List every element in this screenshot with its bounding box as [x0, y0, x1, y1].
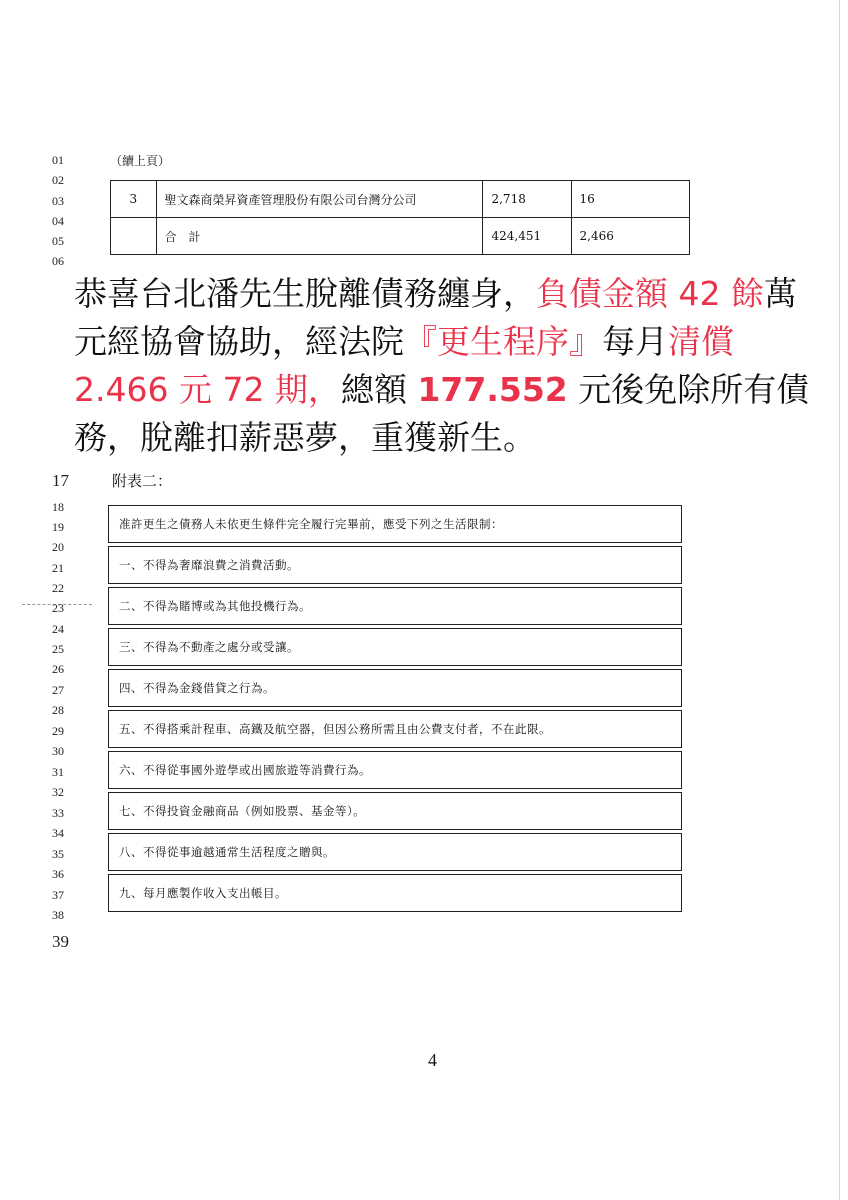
life-restrictions-table	[108, 505, 682, 912]
restriction-item: 八、不得從事逾越通常生活程度之贈與。	[108, 833, 682, 871]
line-number: 39	[52, 932, 69, 951]
total-monthly: 2,466	[571, 218, 689, 255]
line-number: 24	[52, 622, 64, 636]
line-number: 19	[52, 520, 64, 534]
total-label: 合 計	[156, 218, 483, 255]
line-number: 18	[52, 500, 64, 514]
monthly-payment: 16	[571, 181, 689, 218]
annex-title: 附表二：	[112, 472, 173, 490]
debt-amount: 2,718	[483, 181, 571, 218]
line-number: 28	[52, 703, 64, 717]
restriction-item: 五、不得搭乘計程車、高鐵及航空器，但因公務所需且由公費支付者，不在此限。	[108, 710, 682, 748]
restriction-item: 七、不得投資金融商品（例如股票、基金等）。	[108, 792, 682, 830]
line-number: 23	[52, 601, 64, 615]
restriction-item: 二、不得為賭博或為其他投機行為。	[108, 587, 682, 625]
line-number: 20	[52, 540, 64, 554]
overlay-highlight: 『更生程序』	[404, 322, 602, 361]
continued-label: （續上頁）	[110, 154, 171, 168]
line-number: 01	[52, 153, 64, 167]
overlay-text: 元後免除所有債務，脫離扣薪惡夢，重獲新生。	[74, 370, 810, 457]
overlay-text: 總額	[340, 370, 418, 409]
page-number: 4	[428, 1050, 437, 1070]
line-number: 26	[52, 662, 64, 676]
overlay-highlight: 清償 2.466 元 72 期，	[74, 322, 734, 409]
restriction-header: 准許更生之債務人未依更生條件完全履行完畢前，應受下列之生活限制：	[108, 505, 682, 543]
line-number: 17	[52, 471, 69, 490]
creditor-fee-table	[110, 180, 690, 255]
line-number: 06	[52, 254, 64, 268]
line-number: 21	[52, 561, 64, 575]
line-number: 25	[52, 642, 64, 656]
line-number: 32	[52, 785, 64, 799]
restriction-item: 六、不得從事國外遊學或出國旅遊等消費行為。	[108, 751, 682, 789]
overlay-text: 萬元經協會協助，經法院	[74, 274, 797, 361]
congratulation-overlay	[68, 266, 824, 466]
line-number: 27	[52, 683, 64, 697]
line-number: 03	[52, 194, 64, 208]
line-number: 38	[52, 908, 64, 922]
restriction-item: 一、不得為奢靡浪費之消費活動。	[108, 546, 682, 584]
table-row-total	[111, 218, 690, 255]
line-number: 35	[52, 847, 64, 861]
line-number: 29	[52, 724, 64, 738]
line-number: 31	[52, 765, 64, 779]
line-number: 30	[52, 744, 64, 758]
line-number: 34	[52, 826, 64, 840]
row-number: 3	[111, 181, 157, 218]
line-number: 36	[52, 867, 64, 881]
line-number: 22	[52, 581, 64, 595]
row-number	[111, 218, 157, 255]
line-number: 33	[52, 806, 64, 820]
restriction-item: 四、不得為金錢借貸之行為。	[108, 669, 682, 707]
line-number: 37	[52, 888, 64, 902]
restriction-item: 三、不得為不動產之處分或受讓。	[108, 628, 682, 666]
line-number: 02	[52, 173, 64, 187]
overlay-text: 恭喜台北潘先生脫離債務纏身，	[74, 274, 536, 313]
scan-edge-line	[839, 0, 840, 1200]
overlay-text: 每月	[602, 322, 668, 361]
total-amount: 424,451	[483, 218, 571, 255]
line-number: 04	[52, 214, 64, 228]
creditor-name: 聖文森商榮昇資產管理股份有限公司台灣分公司	[156, 181, 483, 218]
overlay-highlight: 負債金額 42 餘	[536, 274, 764, 313]
line-number: 05	[52, 234, 64, 248]
table-row	[111, 181, 690, 218]
overlay-highlight: 177.552	[417, 370, 568, 409]
restriction-item: 九、每月應製作收入支出帳目。	[108, 874, 682, 912]
